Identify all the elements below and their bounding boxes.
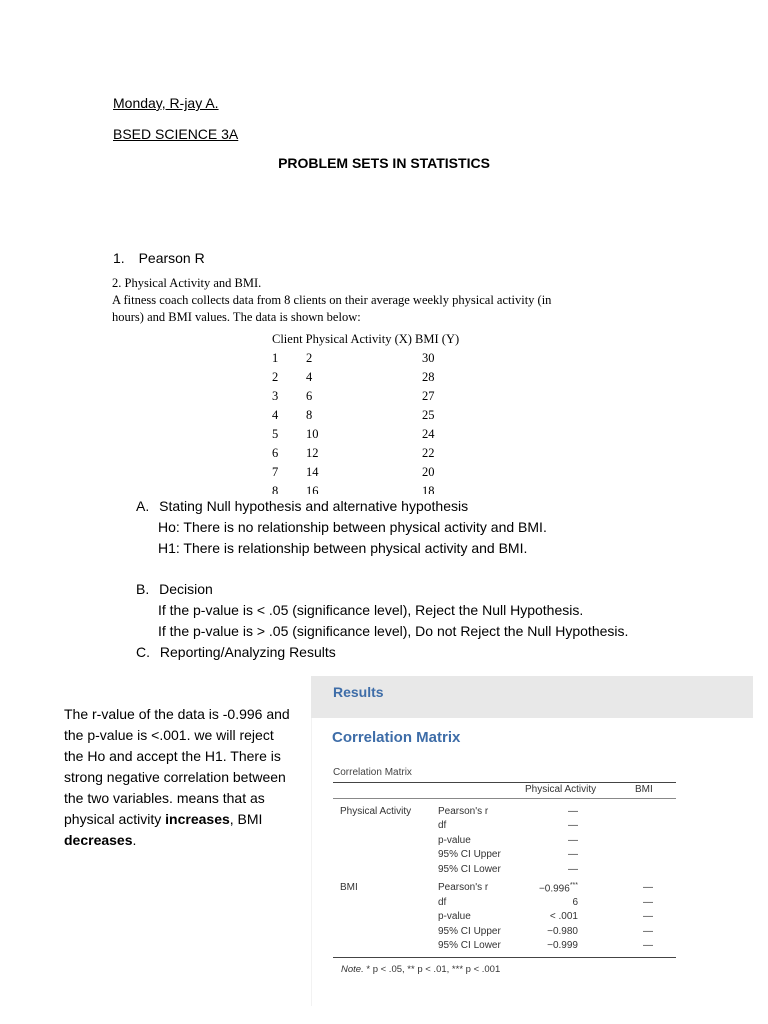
- activity-cell: 12: [306, 446, 319, 460]
- activity-cell: 4: [306, 370, 313, 384]
- decision-rule-not-reject: If the p-value is > .05 (significance level), Do not Reject the Null Hypothesis.: [158, 623, 629, 639]
- course-section: BSED SCIENCE 3A: [113, 126, 239, 142]
- stat-label: Pearson's r: [438, 882, 489, 893]
- activity-cell: 8: [306, 408, 313, 422]
- data-table: [272, 331, 459, 494]
- table-header-rule: [333, 798, 676, 799]
- table-row: [272, 483, 459, 494]
- section-b-label: B.: [136, 581, 150, 597]
- decision-rule-reject: If the p-value is < .05 (significance level), Reject the Null Hypothesis.: [158, 602, 584, 618]
- value-cell: —: [643, 940, 653, 951]
- client-cell: 4: [272, 408, 279, 422]
- stat-label: 95% CI Upper: [438, 849, 501, 860]
- value-cell: —: [643, 897, 653, 908]
- table-row: [272, 426, 459, 445]
- value-cell: —: [568, 864, 578, 875]
- table-row: [272, 445, 459, 464]
- stat-label: Pearson's r: [438, 806, 489, 817]
- col-header-physical-activity: Physical Activity: [525, 784, 597, 795]
- value-cell: —: [643, 926, 653, 937]
- problem-heading: 2. Physical Activity and BMI.: [112, 276, 262, 290]
- stat-label: 95% CI Lower: [438, 940, 501, 951]
- activity-cell: 16: [306, 484, 319, 494]
- pearson-r-value: −0.996: [538, 883, 570, 895]
- stat-label: 95% CI Lower: [438, 864, 501, 875]
- item-pearson-r: [113, 250, 205, 266]
- section-a-label: A.: [136, 498, 150, 514]
- client-cell: 6: [272, 446, 279, 460]
- value-cell: —: [568, 820, 578, 831]
- value-cell: < .001: [549, 911, 578, 922]
- stat-label: df: [438, 897, 447, 908]
- table-row: [272, 350, 459, 369]
- value-cell-pearson-r: [498, 882, 578, 894]
- analysis-bold-increases: increases: [165, 811, 230, 827]
- table-row: [272, 407, 459, 426]
- client-cell: 5: [272, 427, 279, 441]
- col-header-bmi: BMI: [635, 784, 653, 795]
- problem-line: hours) and BMI values. The data is shown below:: [112, 310, 361, 324]
- value-cell: −0.980: [547, 926, 578, 937]
- results-title: Results: [333, 684, 384, 700]
- bmi-cell: 28: [422, 370, 435, 384]
- analysis-text: .: [132, 832, 137, 848]
- analysis-bold-decreases: decreases: [64, 832, 133, 848]
- table-bottom-rule: [333, 957, 676, 958]
- client-cell: 2: [272, 370, 279, 384]
- value-cell: −0.999: [547, 940, 578, 951]
- table-row: [272, 388, 459, 407]
- bmi-cell: 18: [422, 484, 435, 494]
- value-cell: —: [568, 835, 578, 846]
- section-c-title: Reporting/Analyzing Results: [159, 644, 336, 660]
- value-cell: —: [568, 806, 578, 817]
- client-cell: 7: [272, 465, 279, 479]
- table-row: [272, 464, 459, 483]
- section-c-label: C.: [136, 644, 150, 660]
- bmi-cell: 25: [422, 408, 435, 422]
- row-label-physical-activity: Physical Activity: [340, 806, 412, 817]
- client-cell: 3: [272, 389, 279, 403]
- correlation-matrix-title: Correlation Matrix: [332, 729, 461, 746]
- table-top-rule: [333, 782, 676, 783]
- student-name: Monday, R-jay A.: [113, 95, 219, 111]
- bmi-cell: 22: [422, 446, 435, 460]
- value-cell: —: [643, 911, 653, 922]
- bmi-cell: 30: [422, 351, 435, 365]
- stat-label: df: [438, 820, 447, 831]
- value-cell: —: [643, 882, 653, 893]
- section-b-title: Decision: [159, 581, 213, 597]
- section-b: [136, 579, 628, 600]
- problem-line: A fitness coach collects data from 8 clients on their average weekly physical activity (in: [112, 293, 552, 307]
- note-text: * p < .05, ** p < .01, *** p < .001: [363, 964, 501, 975]
- table-row: [272, 369, 459, 388]
- problem-statement: [112, 275, 592, 494]
- activity-cell: 14: [306, 465, 319, 479]
- bmi-cell: 27: [422, 389, 435, 403]
- value-cell: 6: [572, 897, 578, 908]
- table-caption: Correlation Matrix: [333, 767, 412, 778]
- bmi-cell: 20: [422, 465, 435, 479]
- results-panel: [311, 676, 753, 1006]
- alternative-hypothesis: H1: There is relationship between physical activity and BMI.: [158, 540, 528, 556]
- note-label: Note.: [341, 964, 364, 975]
- significance-stars: ***: [569, 882, 578, 889]
- analysis-text: , BMI: [229, 811, 263, 827]
- stat-label: p-value: [438, 835, 471, 846]
- table-note: [341, 964, 500, 975]
- activity-cell: 10: [306, 427, 319, 441]
- analysis-sections: [136, 496, 628, 663]
- null-hypothesis: Ho: There is no relationship between physical activity and BMI.: [158, 519, 547, 535]
- client-cell: 8: [272, 484, 279, 494]
- stat-label: p-value: [438, 911, 471, 922]
- activity-cell: 6: [306, 389, 313, 403]
- section-a-title: Stating Null hypothesis and alternative hypothesis: [159, 498, 469, 514]
- bmi-cell: 24: [422, 427, 435, 441]
- stat-label: 95% CI Upper: [438, 926, 501, 937]
- analysis-paragraph: [64, 704, 294, 851]
- section-c: [136, 642, 628, 663]
- item-number: 1.: [113, 250, 125, 266]
- analysis-text: The r-value of the data is -0.996 and the p-value is <.001. we will reject the Ho and accept the H1. There is strong negative correlation between the two variables. means that as physical activity: [64, 706, 290, 827]
- client-cell: 1: [272, 351, 279, 365]
- activity-cell: 2: [306, 351, 313, 365]
- row-label-bmi: BMI: [340, 882, 358, 893]
- item-label: Pearson R: [138, 250, 205, 266]
- value-cell: —: [568, 849, 578, 860]
- page-title: PROBLEM SETS IN STATISTICS: [278, 155, 490, 171]
- section-a: [136, 496, 628, 517]
- data-table-header: Client Physical Activity (X) BMI (Y): [272, 332, 460, 346]
